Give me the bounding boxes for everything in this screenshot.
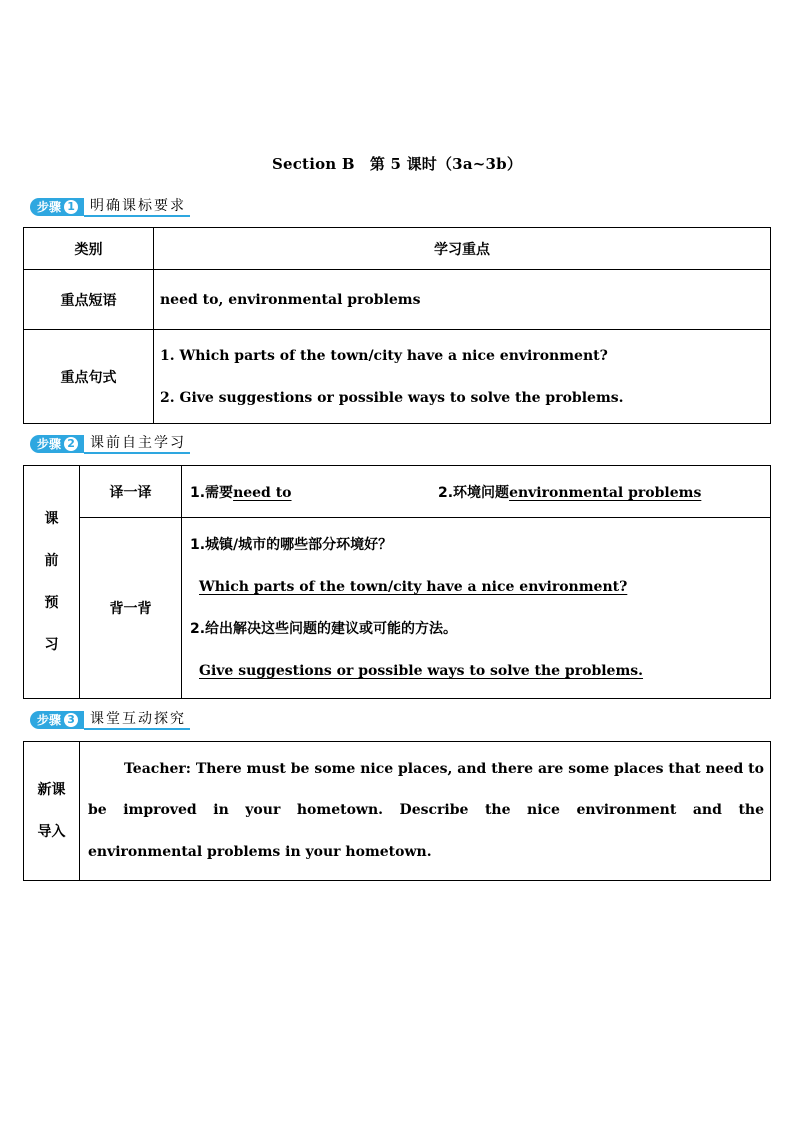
step-label: 课前自主学习 <box>84 434 190 454</box>
key-points-table <box>23 227 771 424</box>
step-tag: 步骤 3 <box>30 711 84 729</box>
row-content-phrases: need to, environmental problems <box>154 270 771 330</box>
header-category: 类别 <box>24 228 154 270</box>
lesson-intro-table <box>23 741 771 881</box>
preview-side-label: 课 前 预 习 <box>24 466 80 699</box>
sentence-2: 2. Give suggestions or possible ways to solve the problems. <box>160 389 624 406</box>
translate-label: 译一译 <box>80 466 182 518</box>
recite-answer-1: Which parts of the town/city have a nice environment? <box>199 579 628 595</box>
recite-question-1: 1.城镇/城市的哪些部分环境好？ <box>190 537 393 553</box>
step-3-heading <box>30 710 190 730</box>
recite-answer-2: Give suggestions or possible ways to solve the problems. <box>199 663 644 679</box>
recite-question-2: 2.给出解决这些问题的建议或可能的方法。 <box>190 621 458 637</box>
translate-items: 1.需要need to 2.环境问题environmental problems <box>182 466 771 518</box>
recite-label: 背一背 <box>80 518 182 699</box>
step-label: 明确课标要求 <box>84 197 190 217</box>
answer-environmental-problems: environmental problems <box>509 484 702 501</box>
sentence-1: 1. Which parts of the town/city have a nice environment? <box>160 347 608 364</box>
step-label: 课堂互动探究 <box>84 710 190 730</box>
step-tag: 步骤 1 <box>30 198 84 216</box>
answer-need-to: need to <box>233 484 292 501</box>
preview-table <box>23 465 771 699</box>
row-category-sentences: 重点句式 <box>24 330 154 424</box>
step-1-heading <box>30 197 190 217</box>
step-tag: 步骤 2 <box>30 435 84 453</box>
lesson-intro-label: 新课 导入 <box>24 742 80 881</box>
lesson-intro-text: Teacher: There must be some nice places, and there are some places that need to be improved in your hometown. Describe the nice environment and the environmental problems in your hometown. <box>80 742 771 881</box>
step-2-heading <box>30 434 190 454</box>
header-focus: 学习重点 <box>154 228 771 270</box>
row-category-phrases: 重点短语 <box>24 270 154 330</box>
page-title: Section B 第 5 课时（3a~3b） <box>271 155 523 173</box>
recite-items <box>182 518 771 699</box>
